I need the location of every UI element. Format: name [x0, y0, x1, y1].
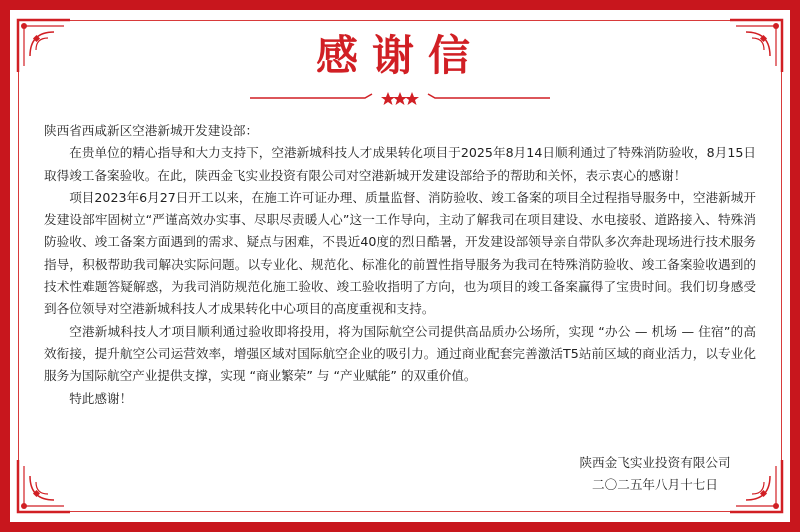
letter-body [44, 120, 756, 410]
letter-paragraph: 空港新城科技人才项目顺利通过验收即将投用，将为国际航空公司提供高品质办公场所，实现 “办公 — 机场 — 住宿”的高效衔接，提升航空公司运营效率，增强区域对国际航空企业的吸引力。通过商业配套完善激活T5站前区域的商业活力，以专业化服务为国际航空产业提供支撑，实现 “商业繁荣” 与 “产业赋能” 的双重价值。 [44, 323, 756, 384]
letter-closing: 特此感谢！ [69, 390, 133, 406]
letter-paragraph: 项目2023年6月27日开工以来，在施工许可证办理、质量监督、消防验收、竣工备案的项目全过程指导服务中，空港新城开发建设部牢固树立“严谨高效办实事、尽职尽责暖人心”这一工作导向，主动了解我司在项目建设、水电接驳、道路接入、特殊消防验收、竣工备案方面遇到的需求、疑点与困难，不畏近40度的烈日酷暑，开发建设部领导亲自带队多次奔赴现场进行技术服务指导，积极帮助我司解决实际问题。以专业化、规范化、标准化的前置性指导服务为我司在特殊消防验收、竣工备案验收遇到的技术性难题答疑解惑，为我司消防规范化施工验收、竣工验收指明了方向，也为项目的竣工备案赢得了宝贵时间。我们切身感受到各位领导对空港新城科技人才成果转化中心项目的高度重视和支持。 [44, 189, 756, 317]
letter-paragraph: 在贵单位的精心指导和大力支持下，空港新城科技人才成果转化项目于2025年8月14日顺利通过了特殊消防验收，8月15日取得竣工备案验收。在此，陕西金飞实业投资有限公司对空港新城开发建设部给予的帮助和关怀，表示衷心的感谢！ [44, 145, 756, 183]
title-divider-stars-icon [250, 88, 550, 108]
signature-date: 二〇二五年八月十七日 [592, 477, 718, 492]
signature-company: 陕西金飞实业投资有限公司 [579, 455, 731, 470]
letter-salutation: 陕西省西咸新区空港新城开发建设部： [44, 123, 259, 138]
corner-ornament-icon [14, 456, 74, 516]
letter-title: 感谢信 [315, 31, 484, 80]
signature-block [560, 452, 750, 496]
